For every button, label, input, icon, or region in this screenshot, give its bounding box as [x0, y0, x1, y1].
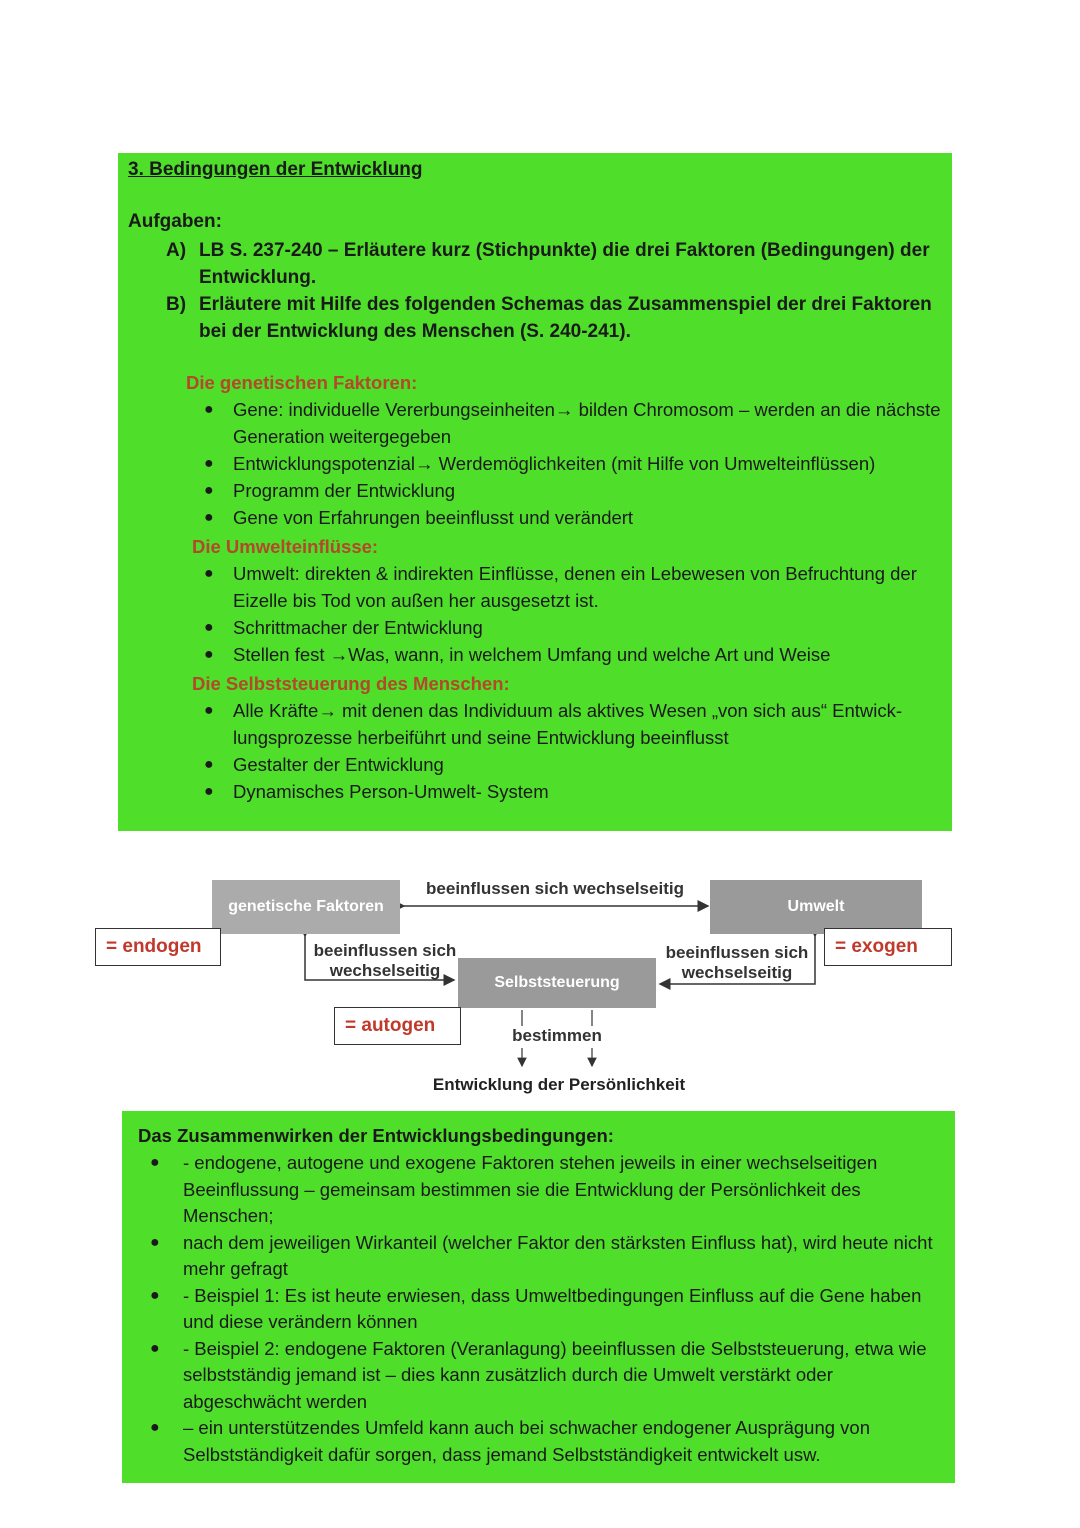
environment-section	[192, 533, 952, 668]
list-item: ● Alle Kräfte→ mit denen das Individuum als aktives Wesen „von sich aus“ Entwick-lungsprozesse herbeiführt und seine Entwicklung beeinflusst	[204, 700, 903, 748]
left-relation-label: beeinflussen sich wechselseitig	[313, 941, 457, 980]
task-a-text: LB S. 237-240 – Erläutere kurz (Stichpunkte) die drei Faktoren (Bedingungen) der Entwicklung.	[199, 240, 930, 288]
task-list	[166, 237, 941, 345]
right-relation-label: beeinflussen sich wechselseitig	[665, 943, 809, 982]
list-item: ● nach dem jeweiligen Wirkanteil (welcher Faktor den stärksten Einfluss hat), wird heute nicht mehr gefragt	[150, 1231, 933, 1279]
task-box	[118, 153, 952, 831]
task-a-label: A)	[166, 240, 187, 261]
task-b	[166, 291, 941, 345]
summary-box	[122, 1111, 955, 1483]
autogen-label: = autogen	[334, 1007, 461, 1045]
top-relation-label: beeinflussen sich wechselseitig	[426, 879, 684, 898]
environment-box: Umwelt	[710, 880, 922, 934]
list-item: ● Gene von Erfahrungen beeinflusst und verändert	[204, 507, 634, 528]
task-a	[166, 237, 941, 291]
list-item: ● Schrittmacher der Entwicklung	[204, 617, 483, 638]
genetic-heading: Die genetischen Faktoren:	[186, 372, 418, 393]
section-title: 3. Bedingungen der Entwicklung	[128, 159, 423, 180]
environment-heading: Die Umwelteinflüsse:	[192, 536, 379, 557]
genetic-section	[186, 369, 946, 531]
list-item: ● Gene: individuelle Vererbungseinheiten→ bilden Chromosom – werden an die nächste Generation weitergegeben	[204, 399, 941, 447]
list-item: ● – ein unterstützendes Umfeld kann auch bei schwacher endogener Ausprägung von Selbstständigkeit dafür sorgen, dass jemand Selbstständigkeit entwickelt usw.	[150, 1417, 871, 1465]
summary-list	[148, 1150, 938, 1468]
list-item: ● Dynamisches Person-Umwelt- System	[204, 781, 549, 802]
result-label: Entwicklung der Persönlichkeit	[432, 1075, 686, 1094]
exogen-label: = exogen	[824, 928, 952, 966]
self-control-section	[192, 670, 952, 805]
endogen-label: = endogen	[95, 928, 221, 966]
task-b-label: B)	[166, 294, 187, 315]
genetic-factors-box: genetische Faktoren	[212, 880, 400, 934]
list-item: ● Entwicklungspotenzial→ Werdemöglichkeiten (mit Hilfe von Umwelteinflüssen)	[204, 453, 876, 474]
summary-title: Das Zusammenwirken der Entwicklungsbedingungen:	[138, 1125, 614, 1146]
list-item: ● - Beispiel 1: Es ist heute erwiesen, dass Umweltbedingungen Einfluss auf die Gene haben und diese verändern können	[150, 1284, 922, 1332]
self-control-heading: Die Selbststeuerung des Menschen:	[192, 673, 510, 694]
tasks-label: Aufgaben:	[128, 211, 222, 232]
list-item: ● Stellen fest →Was, wann, in welchem Umfang und welche Art und Weise	[204, 644, 831, 665]
list-item: ● - endogene, autogene und exogene Faktoren stehen jeweils in einer wechselseitigen Beeinflussung – gemeinsam bestimmen sie die Entwicklung der Persönlichkeit des Menschen;	[150, 1152, 878, 1226]
task-b-text: Erläutere mit Hilfe des folgenden Schemas das Zusammenspiel der drei Faktoren bei der Entwicklung des Menschen (S. 240-241).	[199, 294, 932, 342]
self-control-box: Selbststeuerung	[458, 958, 656, 1008]
factors-diagram	[0, 860, 1080, 1100]
list-item: ● - Beispiel 2: endogene Faktoren (Veranlagung) beeinflussen die Selbststeuerung, etwa wie selbstständig jemand ist – dies kann zusätzlich durch die Umwelt verstärkt oder abgeschwächt werden	[150, 1337, 927, 1412]
list-item: ● Programm der Entwicklung	[204, 480, 456, 501]
determine-label: bestimmen	[512, 1026, 602, 1045]
list-item: ● Umwelt: direkten & indirekten Einflüsse, denen ein Lebewesen von Befruchtung der Eizelle bis Tod von außen her ausgesetzt ist.	[204, 563, 917, 611]
list-item: ● Gestalter der Entwicklung	[204, 754, 444, 775]
